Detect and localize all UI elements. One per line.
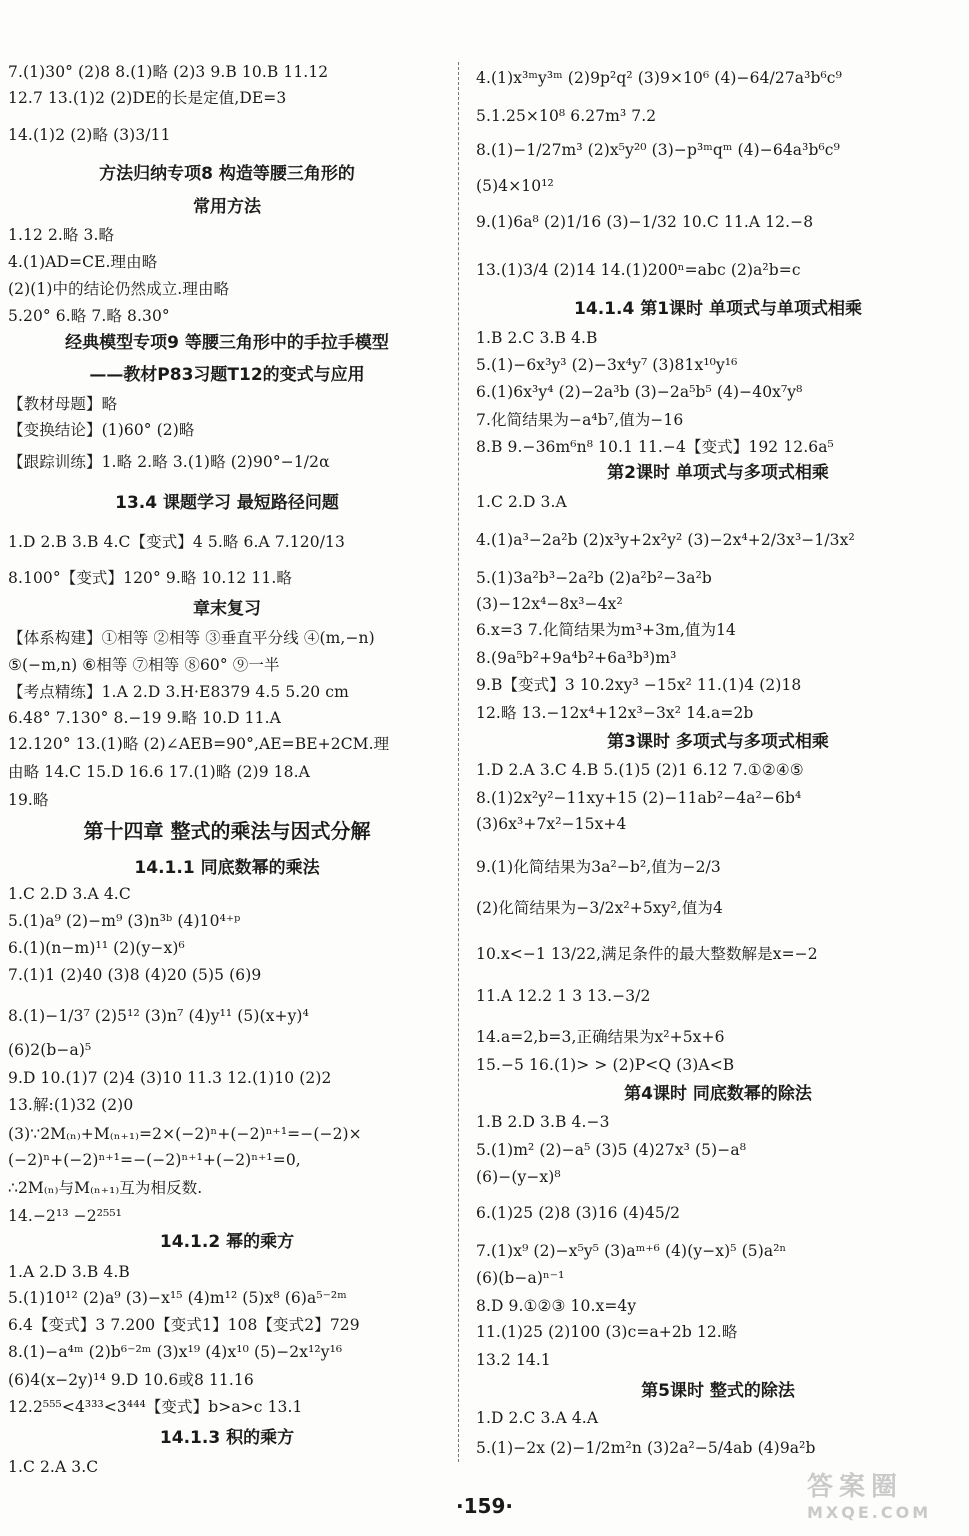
answer-line: 1.D 2.B 3.B 4.C【变式】4 5.略 6.A 7.120/13 bbox=[8, 533, 345, 551]
watermark-bottom: MXQE.COM bbox=[807, 1503, 932, 1522]
answer-line: 5.1.25×10⁸ 6.27m³ 7.2 bbox=[476, 107, 657, 125]
answer-line: 6.x=3 7.化简结果为m³+3m,值为14 bbox=[476, 621, 737, 639]
answer-line: 8.B 9.−36m⁶n⁸ 10.1 11.−4【变式】192 12.6a⁵ bbox=[476, 438, 834, 456]
answer-line: 【变换结论】(1)60° (2)略 bbox=[8, 421, 195, 439]
answer-line: 12.7 13.(1)2 (2)DE的长是定值,DE=3 bbox=[8, 89, 287, 107]
answer-line: (2)(1)中的结论仍然成立.理由略 bbox=[8, 280, 230, 298]
answer-line: 9.D 10.(1)7 (2)4 (3)10 11.3 12.(1)10 (2)2 bbox=[8, 1069, 332, 1087]
answer-line: 8.(1)−1/3⁷ (2)5¹² (3)n⁷ (4)y¹¹ (5)(x+y)⁴ bbox=[8, 1007, 309, 1025]
section-heading: ——教材P83习题T12的变式与应用 bbox=[89, 365, 365, 385]
answer-line: 19.略 bbox=[8, 791, 49, 809]
answer-line: 9.B【变式】3 10.2xy³ −15x² 11.(1)4 (2)18 bbox=[476, 676, 802, 694]
answer-line: 5.(1)a⁹ (2)−m⁹ (3)n³ᵇ (4)10⁴⁺ᵖ bbox=[8, 912, 241, 930]
answer-line: 13.2 14.1 bbox=[476, 1351, 551, 1369]
section-heading: 常用方法 bbox=[193, 197, 261, 217]
answer-line: (6)4(x−2y)¹⁴ 9.D 10.6或8 11.16 bbox=[8, 1371, 254, 1389]
answer-line: 8.D 9.①②③ 10.x=4y bbox=[476, 1297, 637, 1315]
answer-line: 1.B 2.C 3.B 4.B bbox=[476, 329, 598, 347]
answer-line: 11.A 12.2 1 3 13.−3/2 bbox=[476, 987, 651, 1005]
answer-line: 4.(1)a³−2a²b (2)x³y+2x²y² (3)−2x⁴+2/3x³−1/3x² bbox=[476, 531, 855, 549]
section-heading: 第4课时 同底数幂的除法 bbox=[624, 1084, 812, 1104]
answer-line: 由略 14.C 15.D 16.6 17.(1)略 (2)9 18.A bbox=[8, 763, 310, 781]
answer-line: 9.(1)6a⁸ (2)1/16 (3)−1/32 10.C 11.A 12.−8 bbox=[476, 213, 814, 231]
answer-line: 1.D 2.A 3.C 4.B 5.(1)5 (2)1 6.12 7.①②④⑤ bbox=[476, 761, 804, 779]
page-number: ·159· bbox=[456, 1494, 513, 1518]
answer-line: (−2)ⁿ+(−2)ⁿ⁺¹=−(−2)ⁿ⁺¹+(−2)ⁿ⁺¹=0, bbox=[8, 1151, 301, 1169]
answer-line: 6.(1)25 (2)8 (3)16 (4)45/2 bbox=[476, 1204, 681, 1222]
answer-line: 15.−5 16.(1)> > (2)P<Q (3)A<B bbox=[476, 1056, 735, 1074]
answer-line: 14.a=2,b=3,正确结果为x²+5x+6 bbox=[476, 1028, 725, 1046]
answer-line: 12.120° 13.(1)略 (2)∠AEB=90°,AE=BE+2CM.理 bbox=[8, 735, 390, 753]
answer-line: 14.(1)2 (2)略 (3)3/11 bbox=[8, 126, 171, 144]
watermark-top: 答案圈 bbox=[807, 1472, 904, 1502]
answer-line: 6.48° 7.130° 8.−19 9.略 10.D 11.A bbox=[8, 709, 281, 727]
answer-line: 7.化简结果为−a⁴b⁷,值为−16 bbox=[476, 411, 684, 429]
answer-line: 5.(1)10¹² (2)a⁹ (3)−x¹⁵ (4)m¹² (5)x⁸ (6)a⁵⁻²ᵐ bbox=[8, 1289, 347, 1307]
answer-line: (6)(b−a)ⁿ⁻¹ bbox=[476, 1269, 565, 1287]
answer-line: (6)−(y−x)⁸ bbox=[476, 1168, 561, 1186]
section-heading: 第5课时 整式的除法 bbox=[641, 1381, 795, 1401]
answer-line: 5.(1)−6x³y³ (2)−3x⁴y⁷ (3)81x¹⁰y¹⁶ bbox=[476, 356, 738, 374]
answer-line: ⑤(−m,n) ⑥相等 ⑦相等 ⑧60° ⑨一半 bbox=[8, 656, 280, 674]
answer-line: 8.(1)−1/27m³ (2)x⁵y²⁰ (3)−p³ᵐqᵐ (4)−64a³b⁶c⁹ bbox=[476, 141, 840, 159]
answer-line: 14.−2¹³ −2²⁵⁵¹ bbox=[8, 1207, 122, 1225]
section-heading: 14.1.1 同底数幂的乘法 bbox=[134, 858, 320, 878]
section-heading: 章末复习 bbox=[193, 599, 261, 619]
answer-line: 5.(1)−2x (2)−1/2m²n (3)2a²−5/4ab (4)9a²b bbox=[476, 1439, 816, 1457]
answer-line: 【跟踪训练】1.略 2.略 3.(1)略 (2)90°−1/2α bbox=[8, 453, 330, 471]
section-heading: 第3课时 多项式与多项式相乘 bbox=[607, 732, 829, 752]
answer-line: 7.(1)30° (2)8 8.(1)略 (2)3 9.B 10.B 11.12 bbox=[8, 63, 329, 81]
answer-line: (2)化简结果为−3/2x²+5xy²,值为4 bbox=[476, 899, 723, 917]
answer-line: 4.(1)AD=CE.理由略 bbox=[8, 253, 158, 271]
answer-line: 10.x<−1 13/22,满足条件的最大整数解是x=−2 bbox=[476, 945, 818, 963]
answer-line: 5.20° 6.略 7.略 8.30° bbox=[8, 307, 170, 325]
section-heading: 14.1.4 第1课时 单项式与单项式相乘 bbox=[574, 299, 862, 319]
answer-line: 1.C 2.A 3.C bbox=[8, 1458, 99, 1476]
section-heading: 13.4 课题学习 最短路径问题 bbox=[115, 493, 339, 513]
section-heading: 经典模型专项9 等腰三角形中的手拉手模型 bbox=[65, 333, 389, 353]
answer-line: 【教材母题】略 bbox=[8, 395, 118, 413]
answer-line: 8.100°【变式】120° 9.略 10.12 11.略 bbox=[8, 569, 292, 587]
answer-line: (5)4×10¹² bbox=[476, 177, 554, 195]
section-heading: 14.1.3 积的乘方 bbox=[159, 1428, 295, 1448]
answer-line: 6.4【变式】3 7.200【变式1】108【变式2】729 bbox=[8, 1316, 360, 1334]
answer-line: 8.(1)2x²y²−11xy+15 (2)−11ab²−4a²−6b⁴ bbox=[476, 789, 802, 807]
answer-line: 8.(1)−a⁴ᵐ (2)b⁶⁻²ᵐ (3)x¹⁹ (4)x¹⁰ (5)−2x¹²y¹⁶ bbox=[8, 1343, 343, 1361]
answer-line: 4.(1)x³ᵐy³ᵐ (2)9p²q² (3)9×10⁶ (4)−64/27a³b⁶c⁹ bbox=[476, 69, 842, 87]
answer-line: 12.略 13.−12x⁴+12x³−3x² 14.a=2b bbox=[476, 704, 754, 722]
answer-line: (3)∵2M₍ₙ₎+M₍ₙ₊₁₎=2×(−2)ⁿ+(−2)ⁿ⁺¹=−(−2)× bbox=[8, 1125, 362, 1143]
answer-line: 【考点精练】1.A 2.D 3.H·E8379 4.5 5.20 cm bbox=[8, 683, 349, 701]
answer-line: 7.(1)1 (2)40 (3)8 (4)20 (5)5 (6)9 bbox=[8, 966, 262, 984]
answer-line: (6)2(b−a)⁵ bbox=[8, 1041, 92, 1059]
section-heading: 第2课时 单项式与多项式相乘 bbox=[607, 463, 829, 483]
answer-line: 13.解:(1)32 (2)0 bbox=[8, 1096, 134, 1114]
answer-line: ∴2M₍ₙ₎与M₍ₙ₊₁₎互为相反数. bbox=[8, 1179, 203, 1197]
answer-line: 1.12 2.略 3.略 bbox=[8, 226, 115, 244]
section-heading: 第十四章 整式的乘法与因式分解 bbox=[83, 819, 371, 843]
answer-line: 1.B 2.D 3.B 4.−3 bbox=[476, 1113, 610, 1131]
answer-line: 1.D 2.C 3.A 4.A bbox=[476, 1409, 599, 1427]
answer-line: 11.(1)25 (2)100 (3)c=a+2b 12.略 bbox=[476, 1323, 738, 1341]
answer-line: 5.(1)m² (2)−a⁵ (3)5 (4)27x³ (5)−a⁸ bbox=[476, 1141, 747, 1159]
answer-line: 6.(1)6x³y⁴ (2)−2a³b (3)−2a⁵b⁵ (4)−40x⁷y⁸ bbox=[476, 383, 803, 401]
answer-line: 6.(1)(n−m)¹¹ (2)(y−x)⁶ bbox=[8, 939, 185, 957]
answer-line: 1.A 2.D 3.B 4.B bbox=[8, 1263, 130, 1281]
answer-line: 1.C 2.D 3.A bbox=[476, 493, 567, 511]
watermark-logo bbox=[807, 1466, 957, 1530]
answer-line: 5.(1)3a²b³−2a²b (2)a²b²−3a²b bbox=[476, 569, 712, 587]
answer-line: (3)6x³+7x²−15x+4 bbox=[476, 815, 627, 833]
answer-line: (3)−12x⁴−8x³−4x² bbox=[476, 595, 623, 613]
column-divider bbox=[458, 62, 459, 1462]
section-heading: 14.1.2 幂的乘方 bbox=[159, 1232, 295, 1252]
answer-line: 13.(1)3/4 (2)14 14.(1)200ⁿ=abc (2)a²b=c bbox=[476, 261, 801, 279]
answer-line: 8.(9a⁵b²+9a⁴b²+6a³b³)m³ bbox=[476, 649, 677, 667]
answer-line: 1.C 2.D 3.A 4.C bbox=[8, 885, 131, 903]
answer-line: 9.(1)化简结果为3a²−b²,值为−2/3 bbox=[476, 858, 721, 876]
answer-line: 【体系构建】①相等 ②相等 ③垂直平分线 ④(m,−n) bbox=[8, 629, 375, 647]
section-heading: 方法归纳专项8 构造等腰三角形的 bbox=[99, 164, 355, 184]
answer-line: 12.2⁵⁵⁵<4³³³<3⁴⁴⁴【变式】b>a>c 13.1 bbox=[8, 1398, 303, 1416]
answer-line: 7.(1)x⁹ (2)−x⁵y⁵ (3)aᵐ⁺⁶ (4)(y−x)⁵ (5)a²ⁿ bbox=[476, 1242, 787, 1260]
